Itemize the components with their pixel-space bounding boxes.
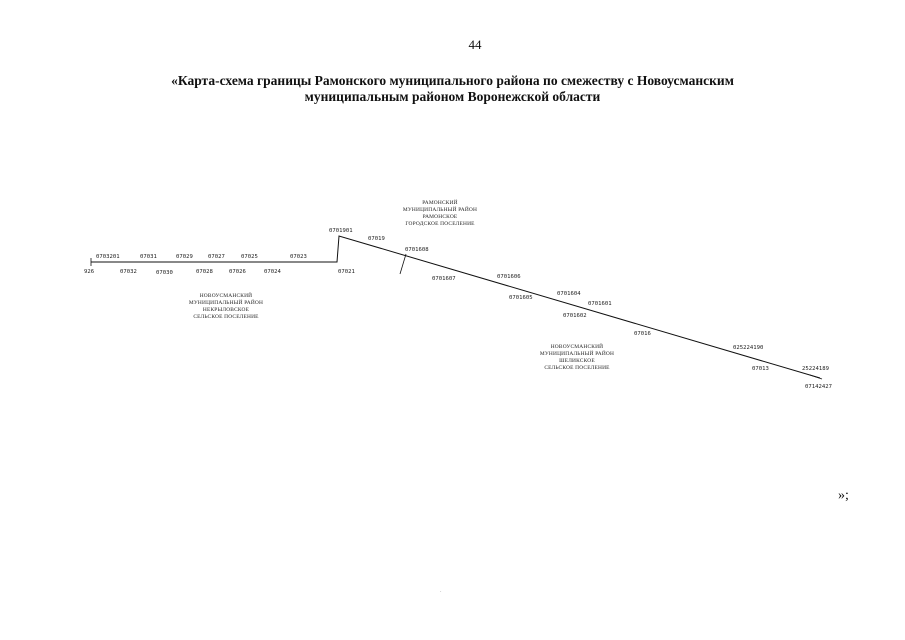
closing-quote-mark: »; [838,488,849,503]
boundary-tick-east [810,375,822,379]
area-line: МУНИЦИПАЛЬНЫЙ РАЙОН [188,300,264,306]
parcel-label: 07021 [338,269,355,275]
area-label-nekrylovskoe [189,291,263,320]
parcel-label: 07016 [634,331,651,337]
parcel-label: 07032 [120,269,137,275]
area-line: РАМОНСКОЕ [422,214,458,220]
parcel-label: 25224189 [802,366,829,372]
parcel-label: 0701606 [497,274,521,280]
parcel-label: 07028 [196,269,213,275]
area-line: РАМОНСКИЙ [422,200,458,206]
parcel-label: 0701608 [405,247,429,253]
parcel-label: 926 [84,269,95,275]
parcel-label: 0701607 [432,276,456,282]
area-line: НОВОУСМАНСКИЙ [199,293,253,299]
area-line: МУНИЦИПАЛЬНЫЙ РАЙОН [539,351,615,357]
area-line: НОВОУСМАНСКИЙ [550,344,604,350]
area-label-ramonsky [403,198,477,227]
parcel-label: 0703201 [96,254,120,260]
parcel-label: 07029 [176,254,193,260]
parcel-label: 07030 [156,270,173,276]
parcel-label: 07024 [264,269,281,275]
parcel-label: 07013 [752,366,769,372]
area-line: НЕКРЫЛОВСКОЕ [202,307,250,313]
boundary-line [91,236,820,378]
area-line: ГОРОДСКОЕ ПОСЕЛЕНИЕ [405,221,475,227]
boundary-tick-junction [400,254,406,274]
parcel-label: 0701604 [557,291,581,297]
title-line-1: «Карта-схема границы Рамонского муниципального района по смежеству с Новоусманским [171,73,734,88]
parcel-label: 07027 [208,254,225,260]
title-line-2: муниципальным районом Воронежской области [304,89,601,104]
parcel-label: 0701901 [329,228,353,234]
area-line: МУНИЦИПАЛЬНЫЙ РАЙОН [402,207,478,213]
parcel-label: 0701602 [563,313,587,319]
area-label-shelikskoe [540,342,614,371]
parcel-label: 07026 [229,269,246,275]
area-line: СЕЛЬСКОЕ ПОСЕЛЕНИЕ [193,314,259,320]
area-line: СЕЛЬСКОЕ ПОСЕЛЕНИЕ [544,365,610,371]
parcel-label: 07025 [241,254,258,260]
page-number: 44 [468,37,482,52]
footer-mark: . [440,588,442,594]
area-line: ШЕЛИКСКОЕ [559,358,595,364]
parcel-label: 025224190 [733,345,764,351]
parcel-label: 07023 [290,254,307,260]
parcel-label: 0701605 [509,295,533,301]
parcel-label: 07031 [140,254,157,260]
parcel-label: 0701601 [588,301,612,307]
parcel-label: 07142427 [805,384,832,390]
parcel-label: 07019 [368,236,385,242]
